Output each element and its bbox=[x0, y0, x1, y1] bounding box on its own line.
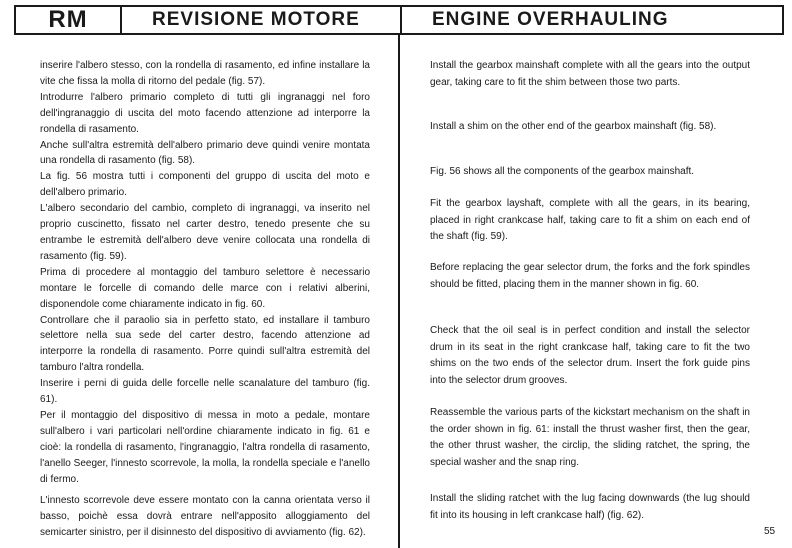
english-paragraph: Check that the oil seal is in perfect condition and install the selector drum in its seat in the right crankcase half, taking care to fit the two shims on the two ends of the selector drum. Insert the fork guide pins into the selector drum grooves. bbox=[430, 325, 750, 386]
model-label: RM bbox=[16, 7, 122, 33]
italian-column bbox=[40, 58, 370, 541]
english-paragraph: Install the sliding ratchet with the lug facing downwards (the lug should fit into its housing in left crankcase half) (fig. 62). bbox=[430, 493, 750, 521]
english-paragraph: Fig. 56 shows all the components of the gearbox mainshaft. bbox=[430, 166, 695, 177]
column-divider bbox=[398, 35, 400, 548]
italian-paragraph: L'innesto scorrevole deve essere montato con la canna orientata verso il basso, poichè essa dovrà entrare nell'apposito alloggiamento del semicarter sinistro, per il disinnesto del dispositivo di avviamento (fig. 62). bbox=[40, 495, 370, 539]
title-english: ENGINE OVERHAULING bbox=[432, 9, 669, 30]
italian-paragraph: Introdurre l'albero primario completo di tutti gli ingranaggi nel foro dell'ingranaggio di uscita del moto facendo attenzione ad interporre la rondella di rasamento. bbox=[40, 91, 370, 135]
title-italian: REVISIONE MOTORE bbox=[152, 9, 360, 30]
english-paragraph: Reassemble the various parts of the kickstart mechanism on the shaft in the order shown in fig. 61: install the thrust washer first, then the gear, the other thrust washer, the circlip, the sliding ratchet, the spring, the special washer and the snap ring. bbox=[430, 407, 750, 468]
italian-paragraph: Anche sull'altra estremità dell'albero primario deve quindi venire montata una rondella di rasamento (fig. 58). bbox=[40, 139, 370, 167]
italian-paragraph: Prima di procedere al montaggio del tamburo selettore è necessario montare le forcelle di comando delle marce con i relativi alberini, disponendole come chiaramente indicato in fig. 60. bbox=[40, 266, 370, 310]
italian-paragraph: La fig. 56 mostra tutti i componenti del gruppo di uscita del moto e dell'albero primario. bbox=[40, 171, 370, 199]
english-paragraph: Fit the gearbox layshaft, complete with all the gears, in its bearing, placed in right crankcase half, taking care to fit a shim on each end of the shaft (fig. 59). bbox=[430, 198, 750, 242]
english-paragraph: Before replacing the gear selector drum, the forks and the fork spindles should be fitted, placing them in the manner shown in fig. 60. bbox=[430, 262, 750, 290]
italian-paragraph: inserire l'albero stesso, con la rondella di rasamento, ed infine installare la vite che fissa la molla di ritorno del pedale (fig. 57). bbox=[40, 60, 370, 87]
page-header bbox=[14, 5, 784, 35]
italian-paragraph: Per il montaggio del dispositivo di messa in moto a pedale, montare sull'albero i vari particolari nell'ordine chiaramente indicato in fig. 61 e cioè: la rondella di rasamento, l'ingranaggio, l'altra rondella di rasamento, l'anello Seeger, l'innesto scorrevole, la molla, la rondella speciale e l'anello di fermo. bbox=[40, 409, 370, 485]
english-paragraph: Install a shim on the other end of the gearbox mainshaft (fig. 58). bbox=[430, 121, 717, 132]
italian-paragraph: Controllare che il paraolio sia in perfetto stato, ed installare il tamburo selettore nella sua sede del carter destro, facendo attenzione ad interporre la rondella di rasamento. Porre quindi sull'altra estremità del tamburo l'altra rondella. bbox=[40, 314, 370, 374]
italian-paragraph: L'albero secondario del cambio, completo di ingranaggi, va inserito nel proprio cuscinetto, fissato nel carter destro, tenedo presente che su entrambe le estremità dell'albero deve venire collocata una rondella di rasamento (fig. 59). bbox=[40, 203, 370, 262]
italian-paragraph: Inserire i perni di guida delle forcelle nelle scanalature del tamburo (fig. 61). bbox=[40, 378, 370, 406]
page-number: 55 bbox=[764, 526, 776, 537]
english-paragraph: Install the gearbox mainshaft complete with all the gears into the output gear, taking care to fit the shim between those two parts. bbox=[430, 60, 750, 88]
